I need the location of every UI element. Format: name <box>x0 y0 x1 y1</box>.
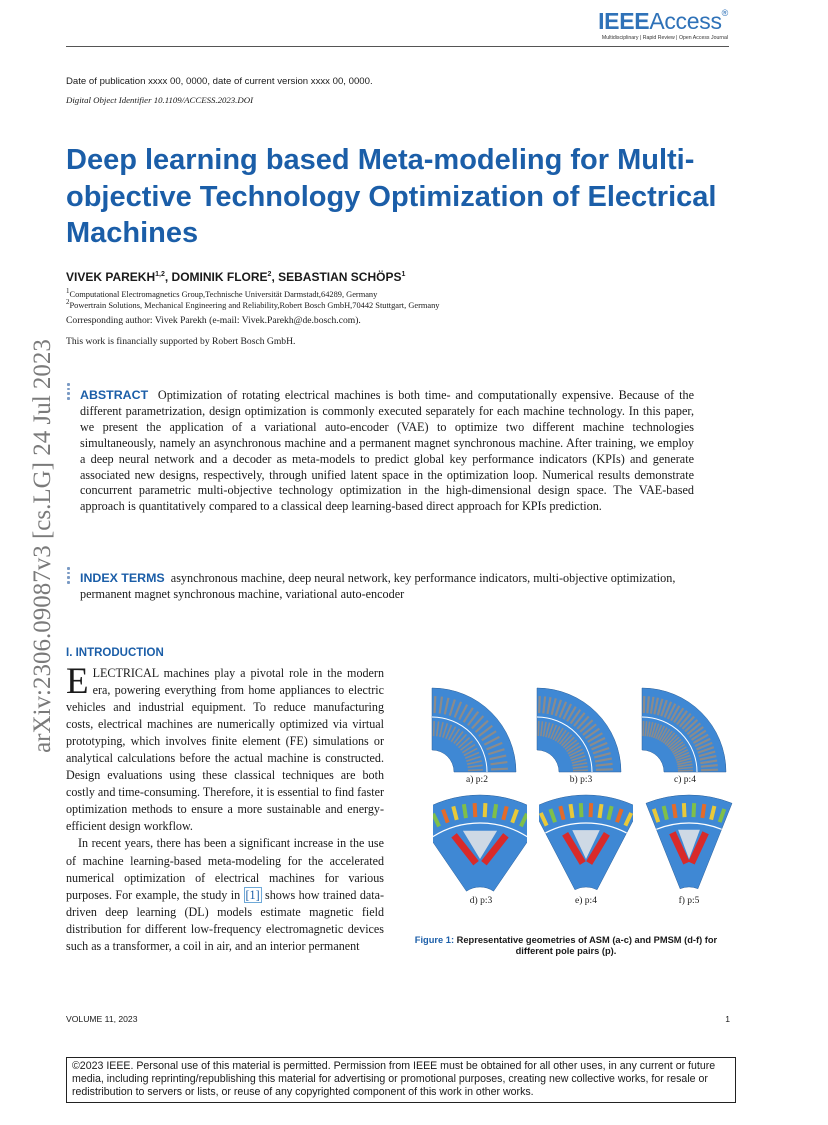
pmsm-geometry-p5 <box>644 793 734 897</box>
logo-tagline: Multidisciplinary | Rapid Review | Open Access Journal <box>601 35 728 41</box>
author-list <box>66 270 405 284</box>
index-terms-block <box>80 571 700 603</box>
citation-link[interactable]: [1] <box>245 887 260 902</box>
stator-winding <box>702 804 704 818</box>
publication-date: Date of publication xxxx 00, 0000, date of current version xxxx 00, 0000. <box>66 76 373 87</box>
stator-winding <box>599 804 601 818</box>
intro-paragraph <box>66 661 384 835</box>
affiliation-sup: 1 <box>66 287 70 295</box>
drop-cap: E <box>66 661 89 702</box>
logo-trademark: ® <box>721 8 728 18</box>
figure-panel-label: f) p:5 <box>678 896 700 906</box>
figure-caption-label: Figure 1: <box>414 935 455 945</box>
author-affil-sup: 2 <box>267 271 272 278</box>
index-terms-dots-icon <box>67 567 70 586</box>
index-terms-label: INDEX TERMS <box>80 571 165 585</box>
stator-winding <box>693 803 694 817</box>
intro-paragraph-text: LECTRICAL machines play a pivotal role in the modern era, powering everything from home appliances to electric vehicles and industrial equipment. To reduce manufacturing costs, electrical machines are numerically optimized via virtual prototyping, which involves finite element (FE) simulations or analytical calculations before the actual machine is constructed. Design evaluations using these classical techniques are both costly and time-consuming. Therefore, it is essential to find faster optimization methods to ensure a more sustainable and energy-efficient design workflow. <box>66 666 384 834</box>
index-terms-text: asynchronous machine, deep neural network, key performance indicators, multi-objective optimization, permanent magnet synchronous machine, variational auto-encoder <box>80 571 676 601</box>
section-heading: I. INTRODUCTION <box>66 647 164 659</box>
figure-caption <box>408 935 724 956</box>
stator-winding <box>464 804 466 818</box>
stator-winding <box>494 804 496 818</box>
arxiv-stamp: arXiv:2306.09087v3 [cs.LG] 24 Jul 2023 <box>29 339 56 753</box>
abstract-label: ABSTRACT <box>80 388 149 402</box>
abstract-dots-icon <box>67 383 70 402</box>
figure-panel-label: b) p:3 <box>569 775 593 785</box>
asm-geometry-p2 <box>430 686 525 774</box>
stator-slot <box>647 696 649 713</box>
stator-slot <box>701 765 718 767</box>
affiliation-text: Computational Electromagnetics Group,Technische Universität Darmstadt,64289, Germany <box>69 289 378 299</box>
stator-slot <box>539 696 540 713</box>
funding-note: This work is financially supported by Robert Bosch GmbH. <box>66 336 296 347</box>
stator-winding <box>475 803 476 817</box>
page-number: 1 <box>725 1014 730 1024</box>
figure-panel-label: e) p:4 <box>575 896 597 906</box>
figure-panel-label: c) p:4 <box>674 775 696 785</box>
asm-stator-rotor-sector <box>642 688 726 772</box>
stator-slot <box>596 769 613 770</box>
asm-geometry-p3 <box>535 686 630 774</box>
stator-winding <box>581 803 582 817</box>
abstract-block <box>80 388 694 515</box>
asm-geometry-p4 <box>640 686 735 774</box>
stator-winding <box>684 803 685 817</box>
corresponding-author: Corresponding author: Vivek Parekh (e-mail: Vivek.Parekh@de.bosch.com). <box>66 315 361 326</box>
stator-slot <box>491 769 508 770</box>
stator-winding <box>571 804 573 818</box>
author-affil-sup: 1 <box>401 271 406 278</box>
author-name: , SEBASTIAN SCHÖPS <box>271 270 402 284</box>
affiliation-2 <box>66 298 439 310</box>
stator-slot <box>701 770 718 771</box>
doi-line: Digital Object Identifier 10.1109/ACCESS.2023.DOI <box>66 95 253 105</box>
figure-panel-label: d) p:3 <box>469 896 493 906</box>
rotor-bar <box>434 721 435 736</box>
stator-winding <box>591 803 592 817</box>
affiliation-text: Powertrain Solutions, Mechanical Engineering and Reliability,Robert Bosch GmbH,70442 Stuttgart, Germany <box>69 300 440 310</box>
figure-panel-label: a) p:2 <box>466 775 488 785</box>
stator-slot <box>644 696 645 713</box>
paper-title: Deep learning based Meta-modeling for Multi-objective Technology Optimization of Electrical Machines <box>66 144 717 249</box>
author-affil-sup: 1,2 <box>155 271 165 278</box>
intro-paragraph-text: In recent years, there has been a significant increase in the use of machine learning-based meta-modeling for the accelerated numerical optimization of electrical machines for various purposes. For example, the study in <box>66 836 384 902</box>
journal-logo <box>598 8 728 41</box>
logo-ieee-text: IEEE <box>598 8 650 34</box>
author-name: VIVEK PAREKH <box>66 270 156 284</box>
stator-slot <box>435 696 436 713</box>
intro-body <box>66 661 384 955</box>
rotor-bar <box>573 770 588 771</box>
rotor-bar <box>538 721 539 736</box>
pmsm-geometry-p3 <box>433 793 527 897</box>
copyright-notice: ©2023 IEEE. Personal use of this material is permitted. Permission from IEEE must be obtained for all other uses, in any current or future media, including reprinting/republishing this material for advertising or promotional purposes, creating new collective works, for resale or redistribution to servers or lists, or reuse of any copyrighted component of this work in other works. <box>66 1057 736 1103</box>
intro-paragraph-text: shows how trained data-driven deep learning (DL) models estimate magnetic field distribution for different low-frequency electromagnetic devices such as a transformer, a coil in air, and an interior permanent <box>66 887 384 953</box>
header-divider <box>66 46 729 47</box>
figure-caption-text: Representative geometries of ASM (a-c) and PMSM (d-f) for different pole pairs (p). <box>456 935 718 956</box>
stator-winding <box>674 804 676 818</box>
intro-paragraph <box>66 835 384 954</box>
author-name: , DOMINIK FLORE <box>164 270 268 284</box>
stator-winding <box>485 803 486 817</box>
affiliation-sup: 2 <box>66 298 70 306</box>
pmsm-geometry-p4 <box>539 793 633 897</box>
rotor-bar <box>468 770 483 771</box>
logo-access-text: Access <box>649 8 722 34</box>
volume-footer: VOLUME 11, 2023 <box>66 1014 138 1024</box>
abstract-text: Optimization of rotating electrical machines is both time- and computationally expensive. Because of the different parametrization, design optimization is commonly executed separately for each machine technology. In this paper, we present the application of a variational auto-encoder (VAE) to optimize two different machine technologies simultaneously, namely an asynchronous machine and a permanent magnet synchronous machine. After training, we employ a deep neural network and a decoder as meta-models to predict global key performance indicators (KPIs) and generate associated new designs, respectively, through unified latent space in the optimization loop. Numerical results demonstrate concurrent parametric multi-objective technology optimization in the high-dimensional design space. The VAE-based approach is quantitatively compared to a classical deep learning-based direct approach for KPIs prediction. <box>80 388 694 514</box>
